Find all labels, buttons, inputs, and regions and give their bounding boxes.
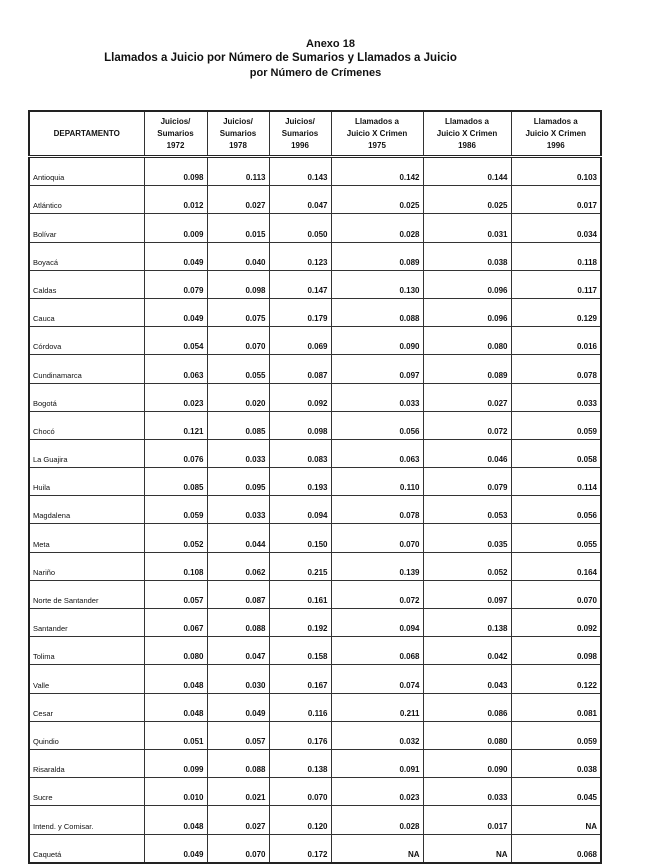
column-header xyxy=(207,111,269,157)
table-row xyxy=(29,637,601,665)
table-cell: 0.017 xyxy=(423,806,511,834)
department-name: Sucre xyxy=(29,778,144,806)
department-name: Atlántico xyxy=(29,186,144,214)
department-name: Magdalena xyxy=(29,496,144,524)
table-cell: 0.118 xyxy=(511,242,601,270)
table-cell: 0.130 xyxy=(331,270,423,298)
column-header-line: Juicio X Crimen xyxy=(525,128,586,138)
column-header-line: 1986 xyxy=(458,140,476,150)
table-cell: 0.062 xyxy=(207,552,269,580)
table-row xyxy=(29,214,601,242)
table-row xyxy=(29,778,601,806)
table-cell: 0.103 xyxy=(511,157,601,186)
table-cell: 0.033 xyxy=(207,496,269,524)
table-cell: 0.015 xyxy=(207,214,269,242)
table-cell: 0.044 xyxy=(207,524,269,552)
table-cell: 0.025 xyxy=(423,186,511,214)
table-row xyxy=(29,749,601,777)
table-cell: 0.034 xyxy=(511,214,601,242)
department-name: Valle xyxy=(29,665,144,693)
data-table xyxy=(28,110,602,864)
table-row xyxy=(29,806,601,834)
table-cell: 0.053 xyxy=(423,496,511,524)
column-header-line: 1972 xyxy=(166,140,185,150)
table-cell: 0.179 xyxy=(269,298,331,326)
table-cell: 0.040 xyxy=(207,242,269,270)
table-cell: 0.087 xyxy=(269,355,331,383)
department-name: La Guajira xyxy=(29,439,144,467)
annex-number: Anexo 18 xyxy=(306,38,355,50)
table-cell: 0.142 xyxy=(331,157,423,186)
table-cell: 0.123 xyxy=(269,242,331,270)
table-row xyxy=(29,383,601,411)
column-header xyxy=(423,111,511,157)
table-cell: 0.110 xyxy=(331,468,423,496)
table-cell: 0.068 xyxy=(331,637,423,665)
table-cell: 0.095 xyxy=(207,468,269,496)
department-name: Intend. y Comisar. xyxy=(29,806,144,834)
table-cell: 0.047 xyxy=(269,186,331,214)
table-cell: 0.028 xyxy=(331,214,423,242)
table-cell: 0.025 xyxy=(331,186,423,214)
table-cell: 0.070 xyxy=(207,834,269,863)
table-cell: 0.144 xyxy=(423,157,511,186)
table-cell: 0.049 xyxy=(144,298,207,326)
column-header-line: 1996 xyxy=(546,140,565,150)
table-cell: 0.150 xyxy=(269,524,331,552)
table-row xyxy=(29,834,601,863)
table-cell: 0.033 xyxy=(331,383,423,411)
department-name: Caquetá xyxy=(29,834,144,863)
table-cell: 0.057 xyxy=(144,580,207,608)
table-cell: 0.017 xyxy=(511,186,601,214)
table-cell: 0.098 xyxy=(207,270,269,298)
table-cell: 0.193 xyxy=(269,468,331,496)
department-name: Huila xyxy=(29,468,144,496)
column-header-line: Sumarios xyxy=(219,128,257,138)
table-cell: 0.083 xyxy=(269,439,331,467)
table-cell: 0.108 xyxy=(144,552,207,580)
department-name: Bolívar xyxy=(29,214,144,242)
table-row xyxy=(29,496,601,524)
column-header-line: DEPARTAMENTO xyxy=(53,128,120,138)
table-cell: 0.042 xyxy=(423,637,511,665)
department-name: Antioquia xyxy=(29,157,144,186)
table-cell: 0.033 xyxy=(423,778,511,806)
department-name: Chocó xyxy=(29,411,144,439)
table-cell: 0.143 xyxy=(269,157,331,186)
table-cell: 0.158 xyxy=(269,637,331,665)
table-cell: 0.056 xyxy=(331,411,423,439)
table-cell: 0.012 xyxy=(144,186,207,214)
table-cell: 0.139 xyxy=(331,552,423,580)
department-name: Quindio xyxy=(29,721,144,749)
column-header xyxy=(331,111,423,157)
table-row xyxy=(29,552,601,580)
table-cell: 0.090 xyxy=(423,749,511,777)
table-cell: 0.116 xyxy=(269,693,331,721)
table-cell: 0.096 xyxy=(423,270,511,298)
table-cell: 0.023 xyxy=(331,778,423,806)
table-cell: 0.048 xyxy=(144,806,207,834)
header-row xyxy=(29,111,601,157)
department-name: Santander xyxy=(29,609,144,637)
table-cell: 0.027 xyxy=(207,186,269,214)
department-name: Cauca xyxy=(29,298,144,326)
table-row xyxy=(29,270,601,298)
department-name: Cundinamarca xyxy=(29,355,144,383)
table-cell: 0.027 xyxy=(207,806,269,834)
table-cell: 0.099 xyxy=(144,749,207,777)
column-header-line: Sumarios xyxy=(157,128,194,138)
table-cell: 0.075 xyxy=(207,298,269,326)
table-cell: 0.070 xyxy=(207,327,269,355)
table-cell: 0.215 xyxy=(269,552,331,580)
table-cell: 0.033 xyxy=(511,383,601,411)
table-cell: 0.088 xyxy=(207,609,269,637)
table-cell: 0.091 xyxy=(331,749,423,777)
table-cell: 0.092 xyxy=(511,609,601,637)
table-cell: 0.058 xyxy=(511,439,601,467)
column-header-line: Juicios/ xyxy=(223,116,253,126)
table-cell: 0.081 xyxy=(511,693,601,721)
table-cell: 0.049 xyxy=(144,834,207,863)
table-cell: 0.078 xyxy=(331,496,423,524)
table-cell: 0.092 xyxy=(269,383,331,411)
column-header-line: Sumarios xyxy=(281,128,319,138)
table-cell: 0.048 xyxy=(144,693,207,721)
table-cell: 0.211 xyxy=(331,693,423,721)
table-cell: 0.052 xyxy=(423,552,511,580)
column-header-line: 1978 xyxy=(229,140,247,150)
table-cell: 0.098 xyxy=(144,157,207,186)
column-header xyxy=(29,111,144,157)
department-name: Nariño xyxy=(29,552,144,580)
table-cell: 0.122 xyxy=(511,665,601,693)
table-cell: 0.129 xyxy=(511,298,601,326)
table-cell: 0.070 xyxy=(511,580,601,608)
table-cell: 0.052 xyxy=(144,524,207,552)
table-row xyxy=(29,721,601,749)
department-name: Tolima xyxy=(29,637,144,665)
table-row xyxy=(29,609,601,637)
table-cell: 0.035 xyxy=(423,524,511,552)
column-header-line: Juicios/ xyxy=(285,116,315,126)
table-cell: 0.121 xyxy=(144,411,207,439)
table-cell: 0.094 xyxy=(269,496,331,524)
column-header-line: Llamados a xyxy=(444,116,489,126)
table-cell: 0.063 xyxy=(331,439,423,467)
table-cell: 0.067 xyxy=(144,609,207,637)
department-name: Norte de Santander xyxy=(29,580,144,608)
table-cell: 0.016 xyxy=(511,327,601,355)
table-cell: 0.049 xyxy=(207,693,269,721)
column-header-line: Juicio X Crimen xyxy=(346,128,408,138)
table-cell: 0.097 xyxy=(331,355,423,383)
table-cell: 0.087 xyxy=(207,580,269,608)
table-row xyxy=(29,242,601,270)
table-cell: 0.063 xyxy=(144,355,207,383)
table-cell: 0.055 xyxy=(511,524,601,552)
table-cell: 0.056 xyxy=(511,496,601,524)
table-cell: 0.086 xyxy=(423,693,511,721)
table-cell: 0.027 xyxy=(423,383,511,411)
table-row xyxy=(29,186,601,214)
table-cell: 0.147 xyxy=(269,270,331,298)
table-cell: 0.048 xyxy=(144,665,207,693)
table-cell: 0.176 xyxy=(269,721,331,749)
table-cell: 0.094 xyxy=(331,609,423,637)
department-name: Cesar xyxy=(29,693,144,721)
table-cell: NA xyxy=(423,834,511,863)
table-row xyxy=(29,693,601,721)
document-title: Llamados a Juicio por Número de Sumarios y Llamados a Juicio xyxy=(104,52,457,64)
table-cell: 0.032 xyxy=(331,721,423,749)
table-cell: 0.038 xyxy=(511,749,601,777)
table-cell: 0.113 xyxy=(207,157,269,186)
table-cell: 0.089 xyxy=(331,242,423,270)
column-header xyxy=(511,111,601,157)
table-cell: 0.046 xyxy=(423,439,511,467)
table-cell: 0.072 xyxy=(423,411,511,439)
department-name: Risaralda xyxy=(29,749,144,777)
table-cell: 0.030 xyxy=(207,665,269,693)
table-cell: 0.088 xyxy=(331,298,423,326)
table-cell: 0.043 xyxy=(423,665,511,693)
table-cell: 0.078 xyxy=(511,355,601,383)
column-header-line: 1996 xyxy=(291,140,309,150)
table-cell: 0.079 xyxy=(144,270,207,298)
table-row xyxy=(29,327,601,355)
table-cell: 0.089 xyxy=(423,355,511,383)
table-cell: 0.033 xyxy=(207,439,269,467)
table-cell: 0.057 xyxy=(207,721,269,749)
table-cell: 0.059 xyxy=(511,411,601,439)
table-row xyxy=(29,524,601,552)
column-header xyxy=(144,111,207,157)
table-row xyxy=(29,411,601,439)
table-cell: 0.097 xyxy=(423,580,511,608)
table-cell: 0.068 xyxy=(511,834,601,863)
table-cell: 0.070 xyxy=(331,524,423,552)
table-cell: 0.020 xyxy=(207,383,269,411)
table-row xyxy=(29,355,601,383)
table-cell: NA xyxy=(331,834,423,863)
table-cell: 0.076 xyxy=(144,439,207,467)
table-row xyxy=(29,665,601,693)
table-row xyxy=(29,580,601,608)
table-cell: 0.117 xyxy=(511,270,601,298)
table-cell: 0.167 xyxy=(269,665,331,693)
department-name: Boyacá xyxy=(29,242,144,270)
table-cell: 0.085 xyxy=(144,468,207,496)
table-cell: 0.045 xyxy=(511,778,601,806)
table-cell: 0.088 xyxy=(207,749,269,777)
table-cell: 0.192 xyxy=(269,609,331,637)
table-cell: 0.047 xyxy=(207,637,269,665)
table-cell: 0.069 xyxy=(269,327,331,355)
table-cell: 0.054 xyxy=(144,327,207,355)
table-cell: 0.059 xyxy=(511,721,601,749)
table-cell: 0.098 xyxy=(511,637,601,665)
table-cell: 0.138 xyxy=(423,609,511,637)
table-cell: NA xyxy=(511,806,601,834)
department-name: Córdova xyxy=(29,327,144,355)
column-header xyxy=(269,111,331,157)
table-cell: 0.009 xyxy=(144,214,207,242)
department-name: Caldas xyxy=(29,270,144,298)
table-cell: 0.055 xyxy=(207,355,269,383)
table-cell: 0.090 xyxy=(331,327,423,355)
table-cell: 0.072 xyxy=(331,580,423,608)
table-cell: 0.114 xyxy=(511,468,601,496)
table-cell: 0.031 xyxy=(423,214,511,242)
table-cell: 0.070 xyxy=(269,778,331,806)
table-cell: 0.059 xyxy=(144,496,207,524)
table-cell: 0.049 xyxy=(144,242,207,270)
table-cell: 0.038 xyxy=(423,242,511,270)
table-cell: 0.164 xyxy=(511,552,601,580)
table-cell: 0.098 xyxy=(269,411,331,439)
table-cell: 0.096 xyxy=(423,298,511,326)
table-cell: 0.028 xyxy=(331,806,423,834)
table-cell: 0.080 xyxy=(423,327,511,355)
table-cell: 0.050 xyxy=(269,214,331,242)
table-cell: 0.074 xyxy=(331,665,423,693)
column-header-line: Juicio X Crimen xyxy=(436,128,498,138)
table-cell: 0.023 xyxy=(144,383,207,411)
table-cell: 0.161 xyxy=(269,580,331,608)
department-name: Meta xyxy=(29,524,144,552)
table-cell: 0.080 xyxy=(144,637,207,665)
column-header-line: 1975 xyxy=(368,140,386,150)
table-cell: 0.085 xyxy=(207,411,269,439)
column-header-line: Llamados a xyxy=(533,116,578,126)
table-cell: 0.172 xyxy=(269,834,331,863)
table-cell: 0.010 xyxy=(144,778,207,806)
table-cell: 0.080 xyxy=(423,721,511,749)
table-cell: 0.021 xyxy=(207,778,269,806)
document-subtitle: por Número de Crímenes xyxy=(249,67,382,79)
column-header-line: Juicios/ xyxy=(160,116,191,126)
column-header-line: Llamados a xyxy=(354,116,399,126)
department-name: Bogotá xyxy=(29,383,144,411)
table-cell: 0.079 xyxy=(423,468,511,496)
table-cell: 0.051 xyxy=(144,721,207,749)
table-cell: 0.120 xyxy=(269,806,331,834)
table-row xyxy=(29,439,601,467)
table-row xyxy=(29,468,601,496)
table-row xyxy=(29,298,601,326)
table-cell: 0.138 xyxy=(269,749,331,777)
table-row xyxy=(29,157,601,186)
